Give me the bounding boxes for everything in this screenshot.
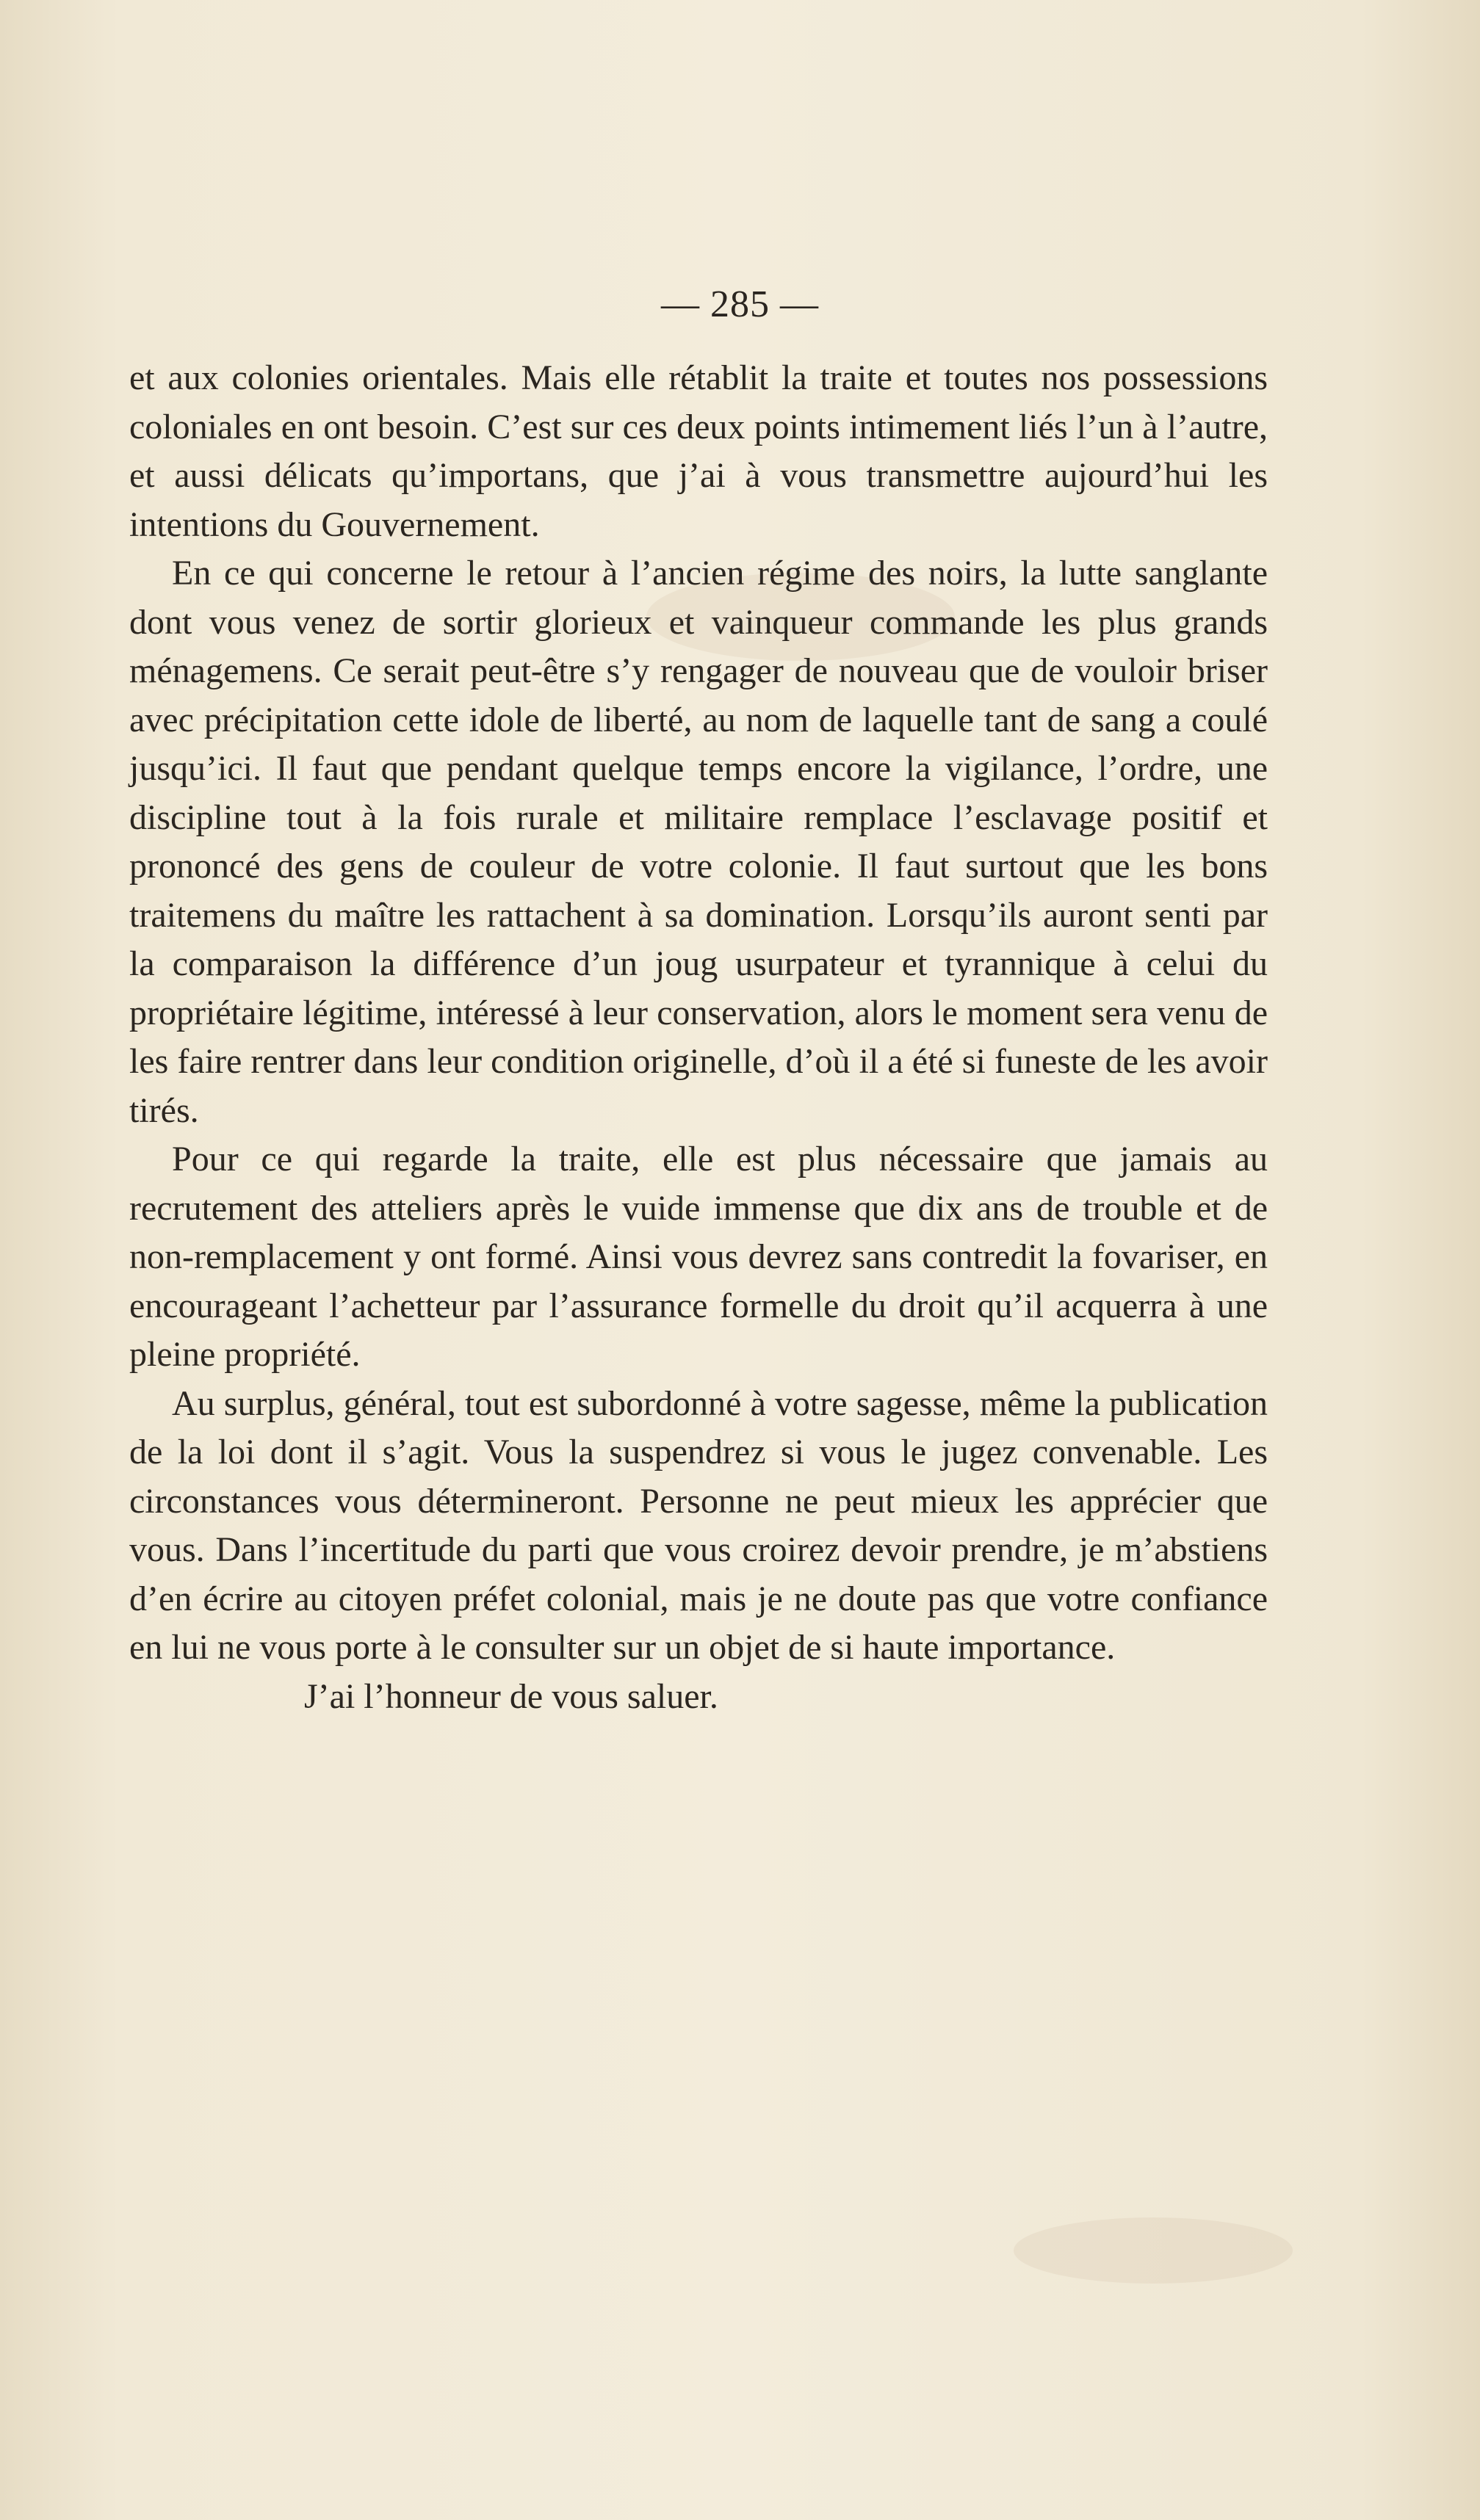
closing-salutation: J’ai l’honneur de vous saluer. [304, 1676, 718, 1716]
body-text [129, 354, 1268, 1721]
paragraph-traite: Pour ce qui regarde la traite, elle est plus nécessaire que jamais au recrutement des atteliers après le vuide immense que dix ans de trouble et de non-remplacement y ont formé. Ainsi vous devrez sans contredit la fovariser, en encourageant l’achetteur par l’assurance formelle du droit qu’il acquerra à une pleine propriété. [129, 1140, 1268, 1374]
paragraph-continuation: et aux colonies orientales. Mais elle rétablit la traite et toutes nos possessions coloniales en ont besoin. C’est sur ces deux points intimement liés l’un à l’autre, et aussi délicats qu’importans, que j’ai à vous transmettre aujourd’hui les intentions du Gouvernement. [129, 358, 1268, 544]
paragraph-au-surplus: Au surplus, général, tout est subordonné à votre sagesse, même la publication de la loi dont il s’agit. Vous la suspendrez si vous le jugez convenable. Les circonstances vous détermineront. Personne ne peut mieux les apprécier que vous. Dans l’incertitude du parti que vous croirez devoir prendre, je m’abstiens d’en écrire au citoyen préfet colonial, mais je ne doute pas que votre confiance en lui ne vous porte à le consulter sur un objet de si haute importance. [129, 1383, 1268, 1667]
paper-stain [1014, 2217, 1293, 2284]
paragraph-regime-des-noirs: En ce qui concerne le retour à l’ancien régime des noirs, la lutte sanglante dont vous venez de sortir glorieux et vainqueur commande les plus grands ménagemens. Ce serait peut-être s’y rengager de nouveau que de vouloir briser avec précipitation cette idole de liberté, au nom de laquelle tant de sang a coulé jusqu’ici. Il faut que pendant quelque temps encore la vigilance, l’ordre, une discipline tout à la fois rurale et militaire remplace l’esclavage positif et prononcé des gens de couleur de votre colonie. Il faut surtout que les bons traitemens du maître les rattachent à sa domination. Lorsqu’ils auront senti par la comparaison la différence d’un joug usurpateur et tyrannique à celui du propriétaire légitime, intéressé à leur conservation, alors le moment sera venu de les faire rentrer dans leur condition originelle, d’où il a été si funeste de les avoir tirés. [129, 554, 1268, 1130]
page-number: — 285 — [661, 283, 819, 325]
